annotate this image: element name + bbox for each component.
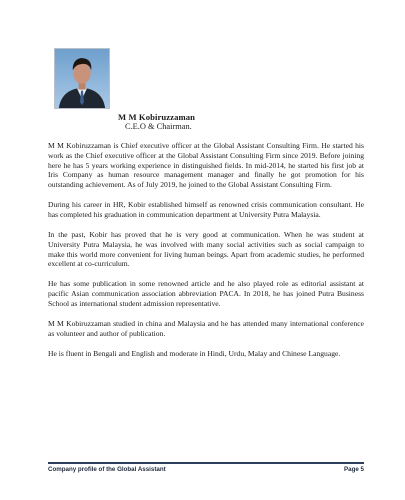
profile-name: M M Kobiruzzaman <box>118 112 196 122</box>
page-number: Page 5 <box>344 466 364 473</box>
paragraph: He has some publication in some renowned article and he also played role as editorial assistant at pacific Asian communication association abbreviation PACA. In 2018, he has joined Putra Business School as international student admission representative. <box>48 279 364 308</box>
paragraph: M M Kobiruzzaman studied in china and Malaysia and he has attended many international conference as volunteer and author of publication. <box>48 318 364 338</box>
paragraph: He is fluent in Bengali and English and moderate in Hindi, Urdu, Malay and Chinese Language. <box>48 348 341 358</box>
paragraph: M M Kobiruzzaman is Chief executive officer at the Global Assistant Consulting Firm. He started his work as the Chief executive officer at the Global Assistant Consulting Firm since 2019. Before joining here he has 5 years working experience in distinguished fields. In mid-2014, he started his first job at Iris Company as human resource management manager and finally he got promotion for his outstanding achievement. As of July 2019, he joined to the Global Assistant Consulting Firm. <box>48 141 364 190</box>
profile-photo <box>54 48 110 109</box>
footer-title: Company profile of the Global Assistant <box>48 466 166 473</box>
paragraph: In the past, Kobir has proved that he is very good at communication. When he was student at University Putra Malaysia, he was involved with many social activities such as social campaign to make this world more convenient for living human beings. Apart from academic studies, he performed excellent at co-curriculum. <box>48 229 364 269</box>
biography-text <box>48 141 364 369</box>
profile-role: C.E.O & Chairman. <box>125 122 192 131</box>
paragraph: During his career in HR, Kobir established himself as renowned crisis communication consultant. He has completed his graduation in communication department at University Putra Malaysia. <box>48 200 364 219</box>
footer-divider <box>48 462 364 464</box>
